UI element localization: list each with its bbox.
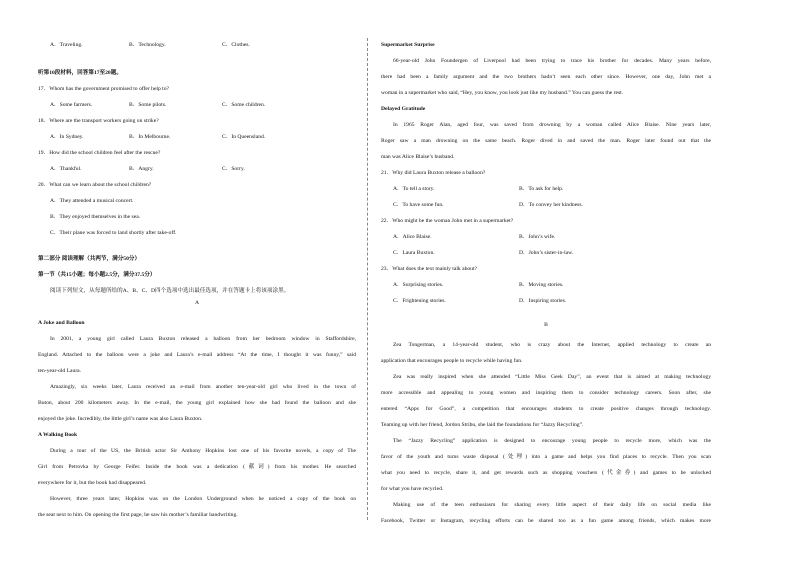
- b-line-6: Teaming up with her friend, Jordon Stribu, she laid the foundations for “Jazzy Recycling”.: [381, 422, 584, 428]
- passage-b-marker: B: [544, 322, 548, 328]
- joke-line-4: Amazingly, six weeks later, Laura received an e-mail from another ten-year-old girl who lived in the town of: [50, 384, 356, 390]
- q19-option-b: B．Angry.: [129, 166, 154, 172]
- joke-line-2: England. Attached to the balloon were a joke and Laura’s e-mail address “At the time, I thought it was funny,” said: [38, 352, 356, 358]
- q22-option-a: A．Alice Blaise.: [393, 234, 432, 240]
- b-line-1: Zea Tongerman, a 14-year-old student, who is crazy about the Internet, applied technology to create an: [393, 342, 711, 348]
- joke-line-6: enjoyed the joke. Incredibly, the little girl’s name was also Laura Buxton.: [38, 416, 203, 422]
- q18-option-b: B．In Melbourne.: [129, 134, 171, 140]
- b-line-4: more accessible and appealing to young women and inspiring them to consider technology careers. Soon after, she: [381, 390, 711, 396]
- q17-option-a: A．Some farmers.: [50, 102, 93, 108]
- q22-option-b: B．John’s wife.: [519, 234, 556, 240]
- b-line-7: The “Jazzy Recycling” application is designed to encourage young people to recycle more, which was the: [393, 438, 711, 444]
- audio10-label: 听第10段材料，回答第17至20题。: [38, 70, 122, 76]
- q23-stem: 23．What does the text mainly talk about?: [381, 266, 478, 272]
- q22-option-c: C．Laura Buxton.: [393, 250, 435, 256]
- gratitude-line-2: Roger saw a man drowning on the same beach. Roger dived in and saved the man. Roger later found out that the: [381, 138, 711, 144]
- part2-heading: 第二部分 阅读理解（共两节，满分50分）: [38, 256, 141, 262]
- book-title: A Walking Book: [38, 432, 78, 438]
- joke-title: A Joke and Balloon: [38, 320, 85, 326]
- q23-option-c: C．Frightening stories.: [393, 298, 446, 304]
- q18-stem: 18．Where are the transport workers going on strike?: [38, 118, 159, 124]
- gratitude-line-1: In 1965 Roger Alan, aged four, was saved from drowning by a woman called Alice Blaise. Nine years later,: [393, 122, 711, 128]
- q17-option-b: B．Some pilots.: [129, 102, 167, 108]
- q19-option-c: C．Sorry.: [222, 166, 245, 172]
- q21-option-c: C．To have some fun.: [393, 202, 444, 208]
- q20-option-b: B．They enjoyed themselves in the sea.: [50, 214, 141, 220]
- joke-line-1: In 2001, a young girl called Laura Buxton released a balloon from her bedroom window in Staffordshire,: [50, 336, 356, 342]
- b-line-3: Zea was really inspired when she attended “Little Miss Geek Day”, an event that is aimed at making technology: [393, 374, 711, 380]
- book-line-5: the seat next to him. On opening the first page, he saw his mother’s familiar handwriting.: [38, 512, 238, 518]
- q19-stem: 19．How did the school children feel after the rescue?: [38, 150, 161, 156]
- gratitude-title: Delayed Gratitude: [381, 106, 426, 112]
- q18-option-a: A．In Sydney.: [50, 134, 84, 140]
- q16-option-a: A．Traveling.: [50, 42, 83, 48]
- q23-option-b: B．Moving stories.: [519, 282, 564, 288]
- q20-option-c: C．Their plane was forced to land shortly after take-off.: [50, 230, 177, 236]
- column-divider: [367, 38, 368, 520]
- surprise-line-2: there had been a family argument and the two brothers hadn’t seen each other since. However, one day, John met a: [381, 74, 711, 80]
- b-line-8: favor of the youth and turns waste disposal (处理) into a game and helps you find places to recycle. Then you scan: [381, 454, 711, 460]
- q20-option-a: A．They attended a musical concert.: [50, 198, 134, 204]
- joke-line-5: Buton, about 200 kilometers away. In the e-mail, the young girl explained how she had found the balloon and she: [38, 400, 356, 406]
- q21-option-b: B．To ask for help.: [519, 186, 564, 192]
- q17-stem: 17．Whom has the government promised to offer help to?: [38, 86, 170, 92]
- q16-option-b: B．Technology.: [129, 42, 166, 48]
- b-line-9: what you need to recycle, share it, and get rewards such as shopping vouchers (代金券) and games to be unlocked: [381, 470, 711, 476]
- q22-option-d: D．John’s sister-in-law.: [519, 250, 574, 256]
- surprise-title: Supermarket Surprise: [381, 42, 435, 48]
- surprise-line-1: 66-year-old John Foundergen of Liverpool had been trying to trace his brother for decades. Many years before,: [393, 58, 711, 64]
- q21-option-a: A．To tell a story.: [393, 186, 435, 192]
- passage-a-marker: A: [194, 300, 200, 306]
- instruction: 阅读下列短文，从每题所给的A、B、C、D四个选项中选出最佳选项，并在答题卡上将该项涂黑。: [50, 288, 290, 294]
- surprise-line-3: woman in a supermarket who said, “Hey, you know, you look just like my husband.” You can guess the rest.: [381, 90, 624, 96]
- q19-option-a: A．Thankful.: [50, 166, 82, 172]
- q22-stem: 22．Who might be the woman John met in a supermarket?: [381, 218, 514, 224]
- joke-line-3: ten-year-old Laura.: [38, 368, 82, 374]
- book-line-3: everywhere for it, but the book had disappeared.: [38, 480, 147, 486]
- q16-option-c: C．Clothes.: [222, 42, 250, 48]
- q23-option-d: D．Inspiring stories.: [519, 298, 567, 304]
- q18-option-c: C．In Queensland.: [222, 134, 266, 140]
- book-line-2: Girl from Petrovka by George Feifer. Inside the book was a dedication (献词) from his mother. He searched: [38, 464, 356, 470]
- b-line-12: Facebook, Twitter or Instagram, recycling efforts can be shared too as a fun game among friends, which makes more: [381, 518, 711, 524]
- q23-option-a: A．Surprising stories.: [393, 282, 444, 288]
- book-line-4: However, three years later, Hopkins was on the London Underground when he noticed a copy of the book on: [50, 496, 356, 502]
- b-line-11: Making use of the teen enthusiasm for sharing every little aspect of their daily life on social media like: [393, 502, 711, 508]
- q17-option-c: C．Some children.: [222, 102, 266, 108]
- book-line-1: During a tour of the US, the British actor Sir Anthony Hopkins lost one of his favorite novels, a copy of The: [50, 448, 356, 454]
- q21-option-d: D．To convey her kindness.: [519, 202, 583, 208]
- b-line-5: entered “Apps for Good”, a competition that encourages students to create positive changes through technology.: [381, 406, 711, 412]
- b-line-2: application that encourages people to recycle while having fun.: [381, 358, 523, 364]
- gratitude-line-3: man was Alice Blaise’s husband.: [381, 154, 455, 160]
- section1-heading: 第一节（共15小题；每小题2.5分，满分37.5分）: [38, 272, 156, 278]
- b-line-10: for what you have recycled.: [381, 486, 444, 492]
- q20-stem: 20．What can we learn about the school children?: [38, 182, 152, 188]
- q21-stem: 21．Why did Laura Buxton release a balloon?: [381, 170, 486, 176]
